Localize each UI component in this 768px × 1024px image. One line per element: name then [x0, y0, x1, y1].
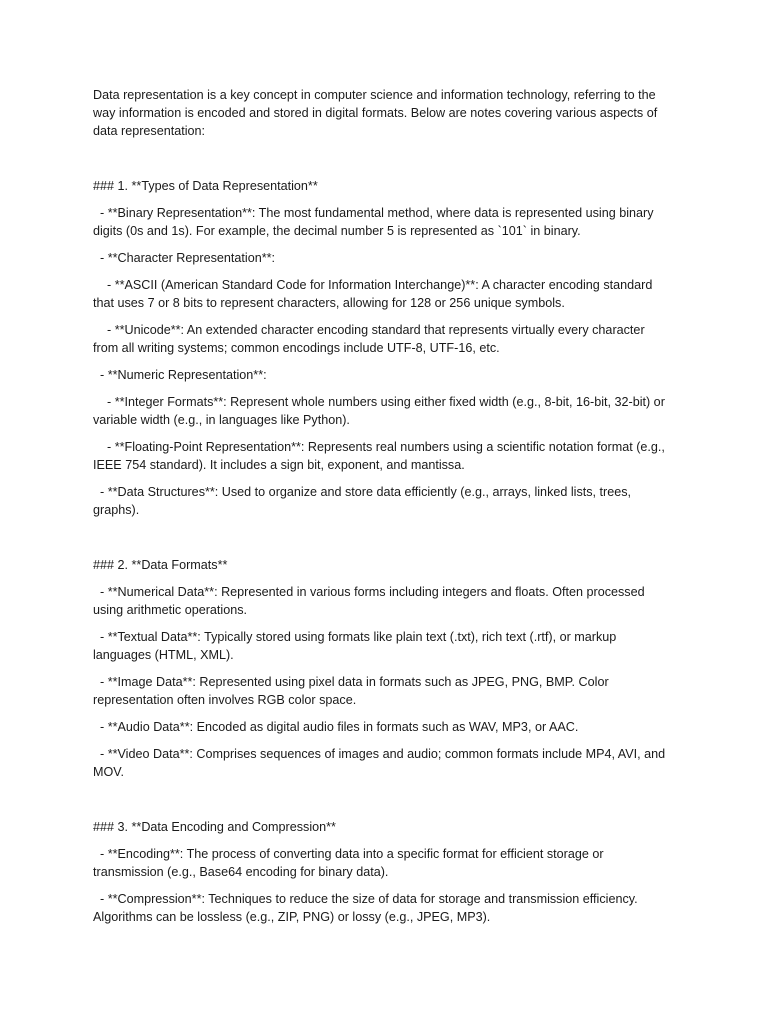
list-item: - **Video Data**: Comprises sequences of images and audio; common formats include MP4, AVI, and MOV.	[93, 747, 669, 779]
list-item: - **Unicode**: An extended character encoding standard that represents virtually every character from all writing systems; common encodings include UTF-8, UTF-16, etc.	[93, 323, 649, 355]
list-item: - **Encoding**: The process of converting data into a specific format for efficient storage or transmission (e.g., Base64 encoding for binary data).	[93, 847, 608, 879]
section-heading: ### 3. **Data Encoding and Compression**	[93, 820, 336, 834]
list-item: - **ASCII (American Standard Code for Information Interchange)**: A character encoding standard that uses 7 or 8 bits to represent characters, allowing for 128 or 256 unique symbols.	[93, 278, 656, 310]
list-item: - **Binary Representation**: The most fundamental method, where data is represented using binary digits (0s and 1s). For example, the decimal number 5 is represented as `101` in binary.	[93, 206, 658, 238]
list-item: - **Data Structures**: Used to organize and store data efficiently (e.g., arrays, linked lists, trees, graphs).	[93, 485, 635, 517]
document-page	[93, 86, 673, 935]
section-types	[93, 177, 673, 519]
list-item: - **Integer Formats**: Represent whole numbers using either fixed width (e.g., 8-bit, 16-bit, 32-bit) or variable width (e.g., in languages like Python).	[93, 395, 669, 427]
section-heading: ### 2. **Data Formats**	[93, 558, 228, 572]
section-encoding	[93, 818, 673, 926]
intro-paragraph: Data representation is a key concept in computer science and information technology, referring to the way information is encoded and stored in digital formats. Below are notes covering various aspects of data representation:	[93, 88, 661, 138]
list-item: - **Image Data**: Represented using pixel data in formats such as JPEG, PNG, BMP. Color representation often involves RGB color space.	[93, 675, 613, 707]
section-heading: ### 1. **Types of Data Representation**	[93, 179, 318, 193]
section-formats	[93, 556, 673, 781]
list-item: - **Audio Data**: Encoded as digital audio files in formats such as WAV, MP3, or AAC.	[93, 720, 579, 734]
list-item: - **Character Representation**:	[93, 251, 276, 265]
list-item: - **Numeric Representation**:	[93, 368, 267, 382]
list-item: - **Compression**: Techniques to reduce the size of data for storage and transmission efficiency. Algorithms can be lossless (e.g., ZIP, PNG) or lossy (e.g., JPEG, MP3).	[93, 892, 641, 924]
list-item: - **Floating-Point Representation**: Represents real numbers using a scientific notation format (e.g., IEEE 754 standard). It includes a sign bit, exponent, and mantissa.	[93, 440, 669, 472]
list-item: - **Textual Data**: Typically stored using formats like plain text (.txt), rich text (.rtf), or markup languages (HTML, XML).	[93, 630, 620, 662]
list-item: - **Numerical Data**: Represented in various forms including integers and floats. Often processed using arithmetic operations.	[93, 585, 649, 617]
